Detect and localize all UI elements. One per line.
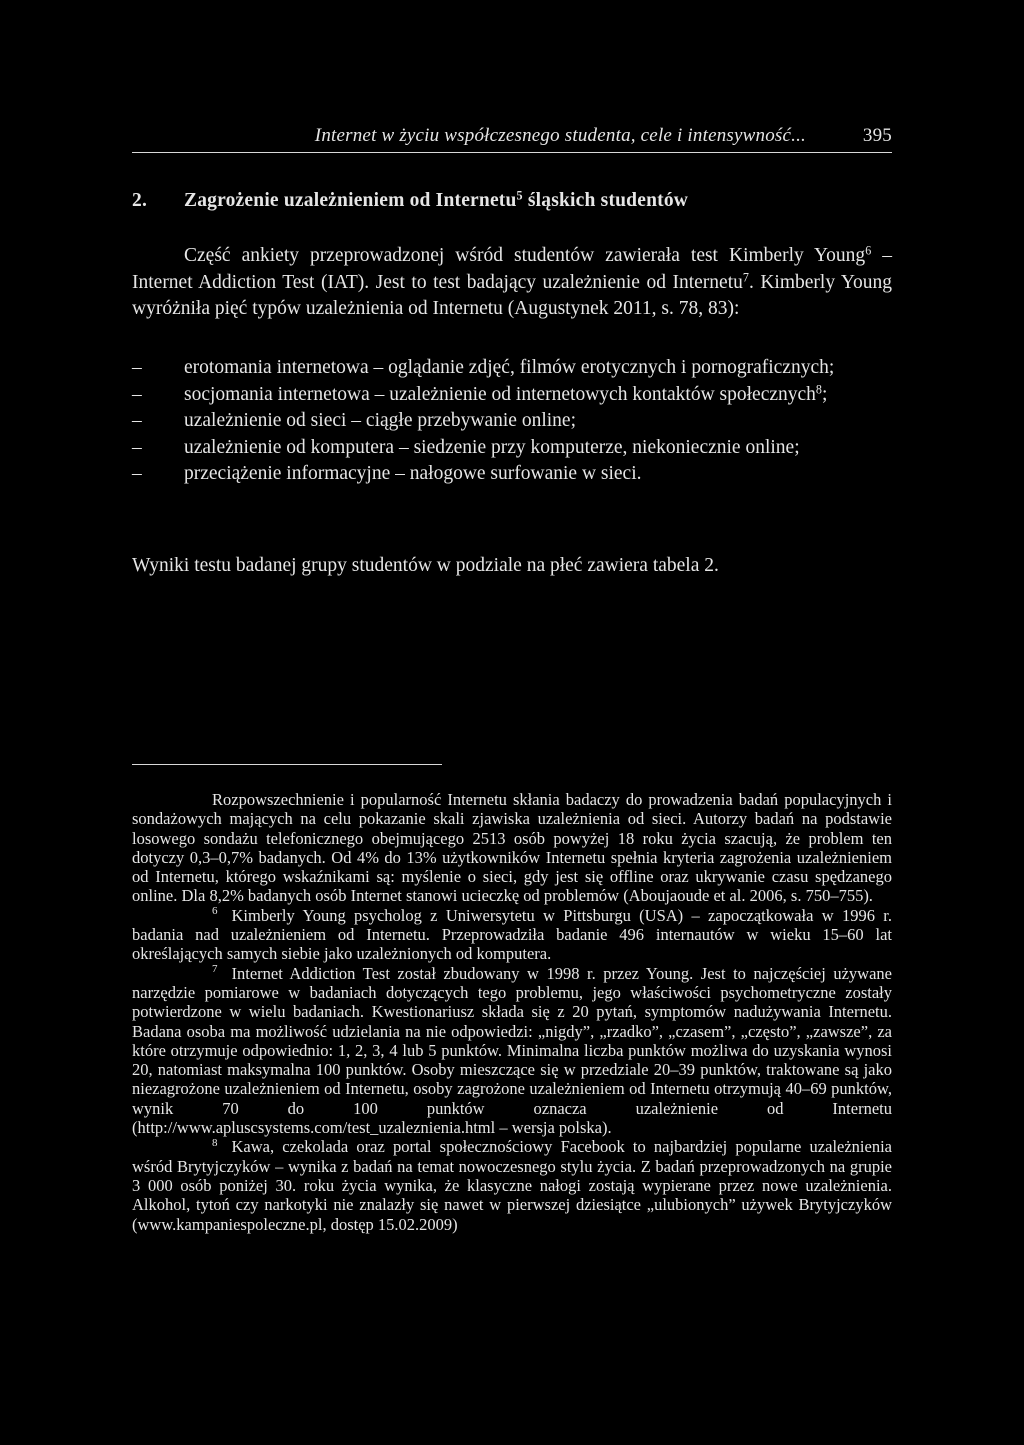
footnote-7: [132, 964, 892, 1138]
footnote-separator: [132, 764, 442, 765]
footnote-ref-7: 7: [742, 269, 749, 284]
footnote-text: Kawa, czekolada oraz portal społecznościowy Facebook to najbardziej popularne uzależnienia wśród Brytyjczyków – wynika z badań na temat nowoczesnego stylu życia. Z badań przeprowadzonych na grupie 3 000 osób poniżej 30. roku życia wynika, że klasyczne nałogi zostają wypierane przez nowe uzależnienia. Alkohol, tytoń czy narkotyki nie znalazły się nawet w pierwszej dziesiątce „ulubionych” używek Brytyjczyków (www.kampaniespoleczne.pl, dostęp 15.02.2009): [132, 1137, 892, 1234]
section-number: 2.: [132, 190, 148, 211]
intro-text-2: – Internet Addiction Test (IAT). Jest to test badający uzależnienie od Internetu: [132, 245, 893, 293]
footnote-8: [132, 1137, 892, 1233]
intro-text-3: . Kimberly Young wyróżniła pięć typów uzależnienia od Internetu (Augustynek 2011, s. 78, 83):: [132, 271, 892, 319]
footnote-number: 8: [212, 1136, 218, 1149]
page-number: 395: [862, 125, 892, 146]
list-dash: –: [132, 436, 142, 458]
list-item: [132, 382, 892, 409]
section-heading: [132, 190, 892, 212]
list-dash: –: [132, 463, 142, 484]
footnote-6: [132, 906, 892, 964]
footnotes: [132, 790, 892, 1234]
footnote-ref-6: 6: [865, 243, 872, 258]
footnote-number: 7: [212, 963, 218, 976]
footnote-number: 6: [212, 905, 218, 918]
list-item-text: socjomania internetowa – uzależnienie od internetowych kontaktów społecznych: [184, 383, 816, 405]
list-dash: –: [132, 383, 142, 405]
table-reference-paragraph: Wyniki testu badanej grupy studentów w podziale na płeć zawiera tabela 2.: [132, 555, 719, 576]
list-item-text: przeciążenie informacyjne – nałogowe surfowanie w sieci.: [184, 463, 642, 484]
list-item-text: uzależnienie od sieci – ciągłe przebywanie online;: [184, 410, 576, 431]
footnote-text: Internet Addiction Test został zbudowany w 1998 r. przez Young. Jest to najczęściej używane narzędzie pomiarowe w badaniach dotyczących tego problemu, jego właściwości psychometryczne zostały potwierdzone w wielu badaniach. Kwestionariusz składa się z 20 pytań, symptomów nadużywania Internetu. Badana osoba ma możliwość udzielania na nie odpowiedzi: „nigdy”, „rzadko”, „czasem”, „często”, „zawsze”, za które otrzymuje odpowiednio: 1, 2, 3, 4 lub 5 punktów. Minimalna liczba punktów możliwa do uzyskania wynosi 20, natomiast maksymalna 100 punktów. Osoby mieszczące się w przedziale 20–39 punktów, traktowane są jako niezagrożone uzależnieniem od Internetu, osoby zagrożone uzależnieniem od Internetu otrzymują 40–69 punktów, wynik 70 do 100 punktów oznacza uzależnienie od Internetu (http://www.apluscsystems.com/test_uzaleznienia.html – wersja polska).: [132, 963, 892, 1138]
footnote-5-continued: [132, 790, 892, 906]
list-dash: –: [132, 410, 142, 431]
footnote-text: Kimberly Young psycholog z Uniwersytetu w Pittsburgu (USA) – zapoczątkowała w 1996 r. badania nad uzależnieniem od Internetu. Przeprowadziła badanie 496 internautów w wieku 15–60 lat określających samych siebie jako uzależnionych od komputera.: [132, 905, 892, 964]
running-header: [132, 122, 892, 153]
intro-paragraph: [132, 243, 892, 323]
list-item-text: uzależnienie od komputera – siedzenie przy komputerze, niekoniecznie online;: [184, 436, 800, 458]
list-item-suffix: ;: [821, 383, 828, 405]
list-dash: –: [132, 357, 142, 378]
list-item-text: erotomania internetowa – oglądanie zdjęć, filmów erotycznych i pornograficznych;: [184, 357, 835, 378]
intro-text-1: Część ankiety przeprowadzonej wśród studentów zawierała test Kimberly Young: [184, 245, 866, 266]
footnote-ref-5: 5: [516, 188, 523, 203]
list-item: [132, 435, 892, 462]
list-item: [132, 355, 892, 382]
section-title: Zagrożenie uzależnieniem od Internetu: [184, 190, 517, 211]
section-title-rest: śląskich studentów: [522, 190, 689, 211]
list-item: [132, 408, 892, 435]
addiction-types-list: [132, 355, 892, 488]
footnote-ref-8: 8: [815, 381, 822, 396]
list-item: [132, 461, 892, 488]
footnote-text: Rozpowszechnienie i popularność Internetu skłania badaczy do prowadzenia badań populacyjnych i sondażowych mających na celu pokazanie skali zjawiska uzależnienia od sieci. Autorzy badań na podstawie losowego sondażu telefonicznego obejmującego 2513 osób powyżej 18 roku życia szacują, że problem ten dotyczy 0,3–0,7% badanych. Od 4% do 13% użytkowników Internetu spełnia kryteria zagrożenia uzależnieniem od Internetu, którego wskaźnikami są: myślenie o sieci, gdy jest się offline oraz ukrywanie czasu spędzanego online. Dla 8,2% badanych osób Internet stanowi ucieczkę od problemów (Aboujaoude et al. 2006, s. 750–755).: [132, 790, 892, 906]
running-header-title: Internet w życiu współczesnego studenta, cele i intensywność...: [314, 125, 806, 146]
